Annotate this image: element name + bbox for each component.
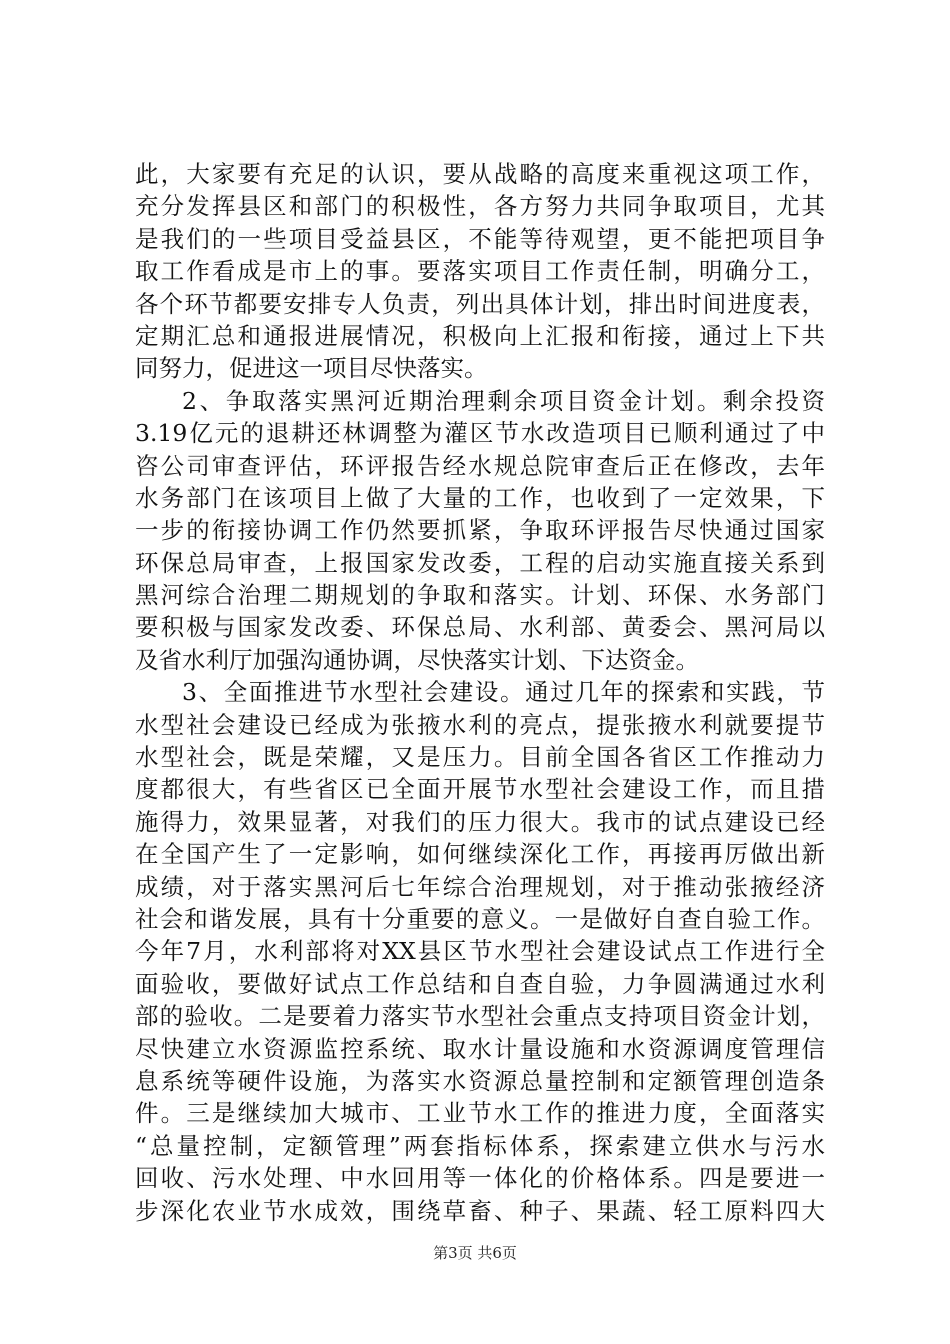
text-line: 同努力，促进这一项目尽快落实。 (135, 354, 488, 383)
text-line: 水型社会建设已经成为张掖水利的亮点，提张掖水利就要提节 (135, 710, 825, 739)
text-line: “总量控制，定额管理”两套指标体系，探索建立供水与污水 (135, 1131, 825, 1160)
text-line: 今年7月，水利部将对XX县区节水型社会建设试点工作进行全 (135, 937, 825, 966)
text-line: 水型社会，既是荣耀，又是压力。目前全国各省区工作推动力 (135, 743, 825, 772)
text-line: 环保总局审查，上报国家发改委，工程的启动实施直接关系到 (135, 548, 825, 577)
text-line: 成绩，对于落实黑河后七年综合治理规划，对于推动张掖经济 (135, 872, 825, 901)
text-line: 尽快建立水资源监控系统、取水计量设施和水资源调度管理信 (135, 1034, 825, 1063)
text-line: 水务部门在该项目上做了大量的工作，也收到了一定效果，下 (135, 483, 825, 512)
document-body (135, 158, 825, 1227)
text-line: 此，大家要有充足的认识，要从战略的高度来重视这项工作， (135, 160, 825, 188)
text-line: 度都很大，有些省区已全面开展节水型社会建设工作，而且措 (135, 775, 825, 804)
text-line: 及省水利厅加强沟通协调，尽快落实计划、下达资金。 (135, 645, 699, 674)
text-line: 部的验收。二是要着力落实节水型社会重点支持项目资金计划， (135, 1002, 825, 1031)
text-line: 2、争取落实黑河近期治理剩余项目资金计划。剩余投资 (182, 386, 825, 415)
text-line: 步深化农业节水成效，围绕草畜、种子、果蔬、轻工原料四大 (135, 1196, 825, 1225)
text-line: 一步的衔接协调工作仍然要抓紧，争取环评报告尽快通过国家 (135, 516, 825, 545)
text-line: 件。三是继续加大城市、工业节水工作的推进力度，全面落实 (135, 1099, 825, 1128)
text-line: 息系统等硬件设施，为落实水资源总量控制和定额管理创造条 (135, 1066, 825, 1095)
text-line: 定期汇总和通报进展情况，积极向上汇报和衔接，通过上下共 (135, 321, 825, 350)
text-line: 3.19亿元的退耕还林调整为灌区节水改造项目已顺利通过了中 (135, 419, 825, 448)
text-line: 各个环节都要安排专人负责，列出具体计划，排出时间进度表， (135, 289, 825, 318)
text-line: 施得力，效果显著，对我们的压力很大。我市的试点建设已经 (135, 807, 825, 836)
text-line: 是我们的一些项目受益县区，不能等待观望，更不能把项目争 (135, 224, 825, 253)
text-line: 充分发挥县区和部门的积极性，各方努力共同争取项目，尤其 (135, 192, 825, 221)
text-line: 在全国产生了一定影响，如何继续深化工作，再接再厉做出新 (135, 840, 825, 869)
text-line: 社会和谐发展，具有十分重要的意义。一是做好自查自验工作。 (135, 904, 825, 933)
text-line: 3、全面推进节水型社会建设。通过几年的探索和实践，节 (182, 678, 825, 707)
text-line: 咨公司审查评估，环评报告经水规总院审查后正在修改，去年 (135, 451, 825, 480)
text-line: 黑河综合治理二期规划的争取和落实。计划、环保、水务部门 (135, 581, 825, 610)
text-line: 面验收，要做好试点工作总结和自查自验，力争圆满通过水利 (135, 969, 825, 998)
text-line: 要积极与国家发改委、环保总局、水利部、黄委会、黑河局以 (135, 613, 825, 642)
text-line: 回收、污水处理、中水回用等一体化的价格体系。四是要进一 (135, 1164, 825, 1193)
text-line: 取工作看成是市上的事。要落实项目工作责任制，明确分工， (135, 257, 825, 286)
page-footer: 第3页 共6页 (433, 1244, 517, 1262)
